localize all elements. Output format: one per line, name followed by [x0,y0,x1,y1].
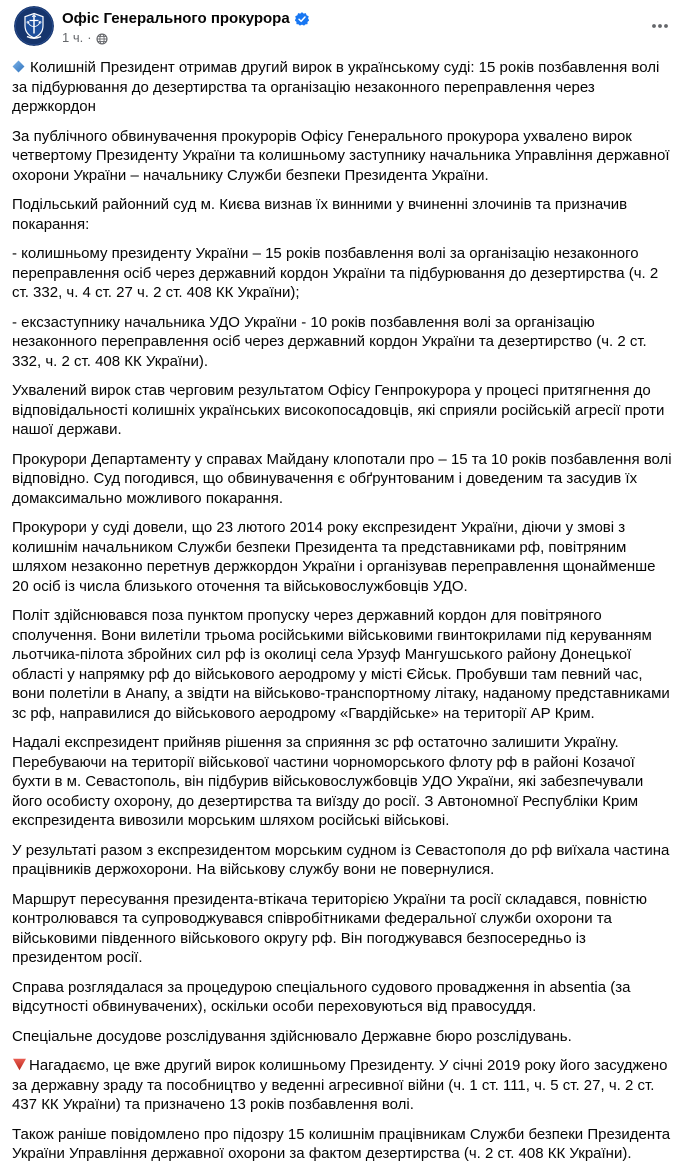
paragraph-text: - ексзаступнику начальника УДО України - 10 років позбавлення волі за організацію незаконного переправлення осіб через державний кордон України та дезертирство (ч. 2 ст. 332, ч. 2 ст. 408 КК України). [12,313,651,370]
red-triangle-emoji-icon [12,1058,27,1071]
paragraph-text: - колишньому президенту України – 15 років позбавлення волі за організацію незаконного переправлення осіб через державний кордон України та підбурювання до дезертирства (ч. 2 ст. 332, ч. 4 ст. 27 ч. 2 ст. 408 КК України); [12,245,663,301]
ellipsis-icon [650,16,670,36]
paragraph-text: Прокурори Департаменту у справах Майдану клопотали про – 15 та 10 років позбавлення волі відповідно. Суд погодився, що обвинувачення є обґрунтованим і доведеним та засудив їх домаксимально можливого покарання. [12,450,676,507]
paragraph-text: Також раніше повідомлено про підозру 15 колишнім працівникам Служби безпеки Президента України Управління державної охорони за фактом дезертирства (ч. 2 ст. 408 КК України). [12,1125,675,1162]
paragraph-text: Надалі експрезидент прийняв рішення за сприяння зс рф остаточно залишити Україну. Перебуваючи на території військової частини чорноморського флоту рф в районі Козачої бухти в м. Севастополь, він підбурив військовослужбовців УДО України, які забезпечували його особисту охорону, до дезертирства та виїзду до росії. З Автономної Республіки Крим експрезидента вивозили морським шляхом російські військові. [12,734,648,829]
post-paragraph [12,244,674,303]
post-paragraph [12,127,674,186]
header-meta [62,6,309,46]
paragraph-text: Маршрут пересування президента-втікача територією України та росії складався, повністю контролювався та супроводжувався співробітниками федеральної служби охорони та військовими південного військового округу рф. Він погоджувався безпосередньо із президентом росії. [12,890,652,966]
timestamp[interactable]: 1 ч. [62,30,84,45]
prosecutor-office-logo-icon [14,6,54,46]
paragraph-text: Справа розглядалася за процедурою спеціального судового провадження in absentia (за відсутності обвинувачених), оскільки особи переховуються від правосуддя. [12,978,635,1015]
post-header [0,0,686,52]
page-name[interactable]: Офіс Генерального прокурора [62,10,290,27]
meta-separator: · [87,30,92,45]
paragraph-text: Нагадаємо, це вже другий вирок колишньому Президенту. У січні 2019 року його засуджено за державну зраду та пособництво у веденні агресивної війни (ч. 1 ст. 111, ч. 5 ст. 27, ч. 2 ст. 437 КК України) та призначено 13 років позбавлення волі. [12,1057,672,1113]
post-paragraph [12,733,674,831]
post-paragraph [12,1056,674,1115]
verified-badge-icon [295,12,309,26]
paragraph-text: Прокурори у суді довели, що 23 лютого 2014 року експрезидент України, діючи у змові з колишнім начальником Служби безпеки Президента та представниками рф, повітряним шляхом незаконно перетнув держкордон України і організував переправлення щонайменше 20 осіб із числа близького оточення та військовослужбовців УДО. [12,519,660,595]
paragraph-text: Подільський районний суд м. Києва визнав їх винними у вчиненні злочинів та призначив покарання: [12,196,632,233]
post-meta-row [62,30,309,46]
post-paragraph [12,841,674,880]
post-paragraph [12,313,674,372]
paragraph-text: За публічного обвинувачення прокурорів Офісу Генерального прокурора ухвалено вирок четвертому Президенту України та колишньому заступнику начальника Управління державної охорони України – начальнику Служби безпеки Президента України. [12,127,674,184]
post-paragraph [12,606,674,723]
post-paragraph [12,1027,674,1047]
post-paragraph [12,450,674,509]
post-text [0,52,686,1174]
post-menu-button[interactable] [644,6,672,40]
blue-diamond-emoji-icon [12,60,25,73]
paragraph-text: У результаті разом з експрезидентом морським судном із Севастополя до рф виїхала частина працівників держохорони. На військову службу вони не повернулися. [12,841,674,878]
post-paragraph [12,890,674,968]
post-paragraph [12,58,674,117]
post-paragraph [12,195,674,234]
paragraph-text: Спеціальне досудове розслідування здійснювало Державне бюро розслідувань. [12,1027,572,1045]
post-paragraph [12,978,674,1017]
paragraph-text: Колишній Президент отримав другий вирок в українському суді: 15 років позбавлення волі за підбурювання до дезертирства та організацію незаконного переправлення через держкордон [12,59,664,115]
post-paragraph [12,518,674,596]
avatar[interactable] [14,6,54,46]
paragraph-text: Ухвалений вирок став черговим результатом Офісу Генпрокурора у процесі притягнення до відповідальності колишніх українських високопосадовців, які сприяли російській агресії проти нашої держави. [12,382,669,438]
post-paragraph [12,1125,674,1164]
globe-icon [96,33,108,45]
paragraph-text: Політ здійснювався поза пунктом пропуску через державний кордон для повітряного сполучення. Вони вилетіли трьома російськими військовими гвинтокрилами під керуванням льотчика-пілота збройних сил рф із околиці села Урзуф Мангушського району Донецької області у напрямку рф до військового аеродрому у місті Єйськ. Пробувши там певний час, вони полетіли в Анапу, а звідти на військово-транспортному літаку, наданому представниками зс рф, направилися до військового аеродрому «Гвардійське» на території АР Крим. [12,607,674,722]
post-paragraph [12,381,674,440]
